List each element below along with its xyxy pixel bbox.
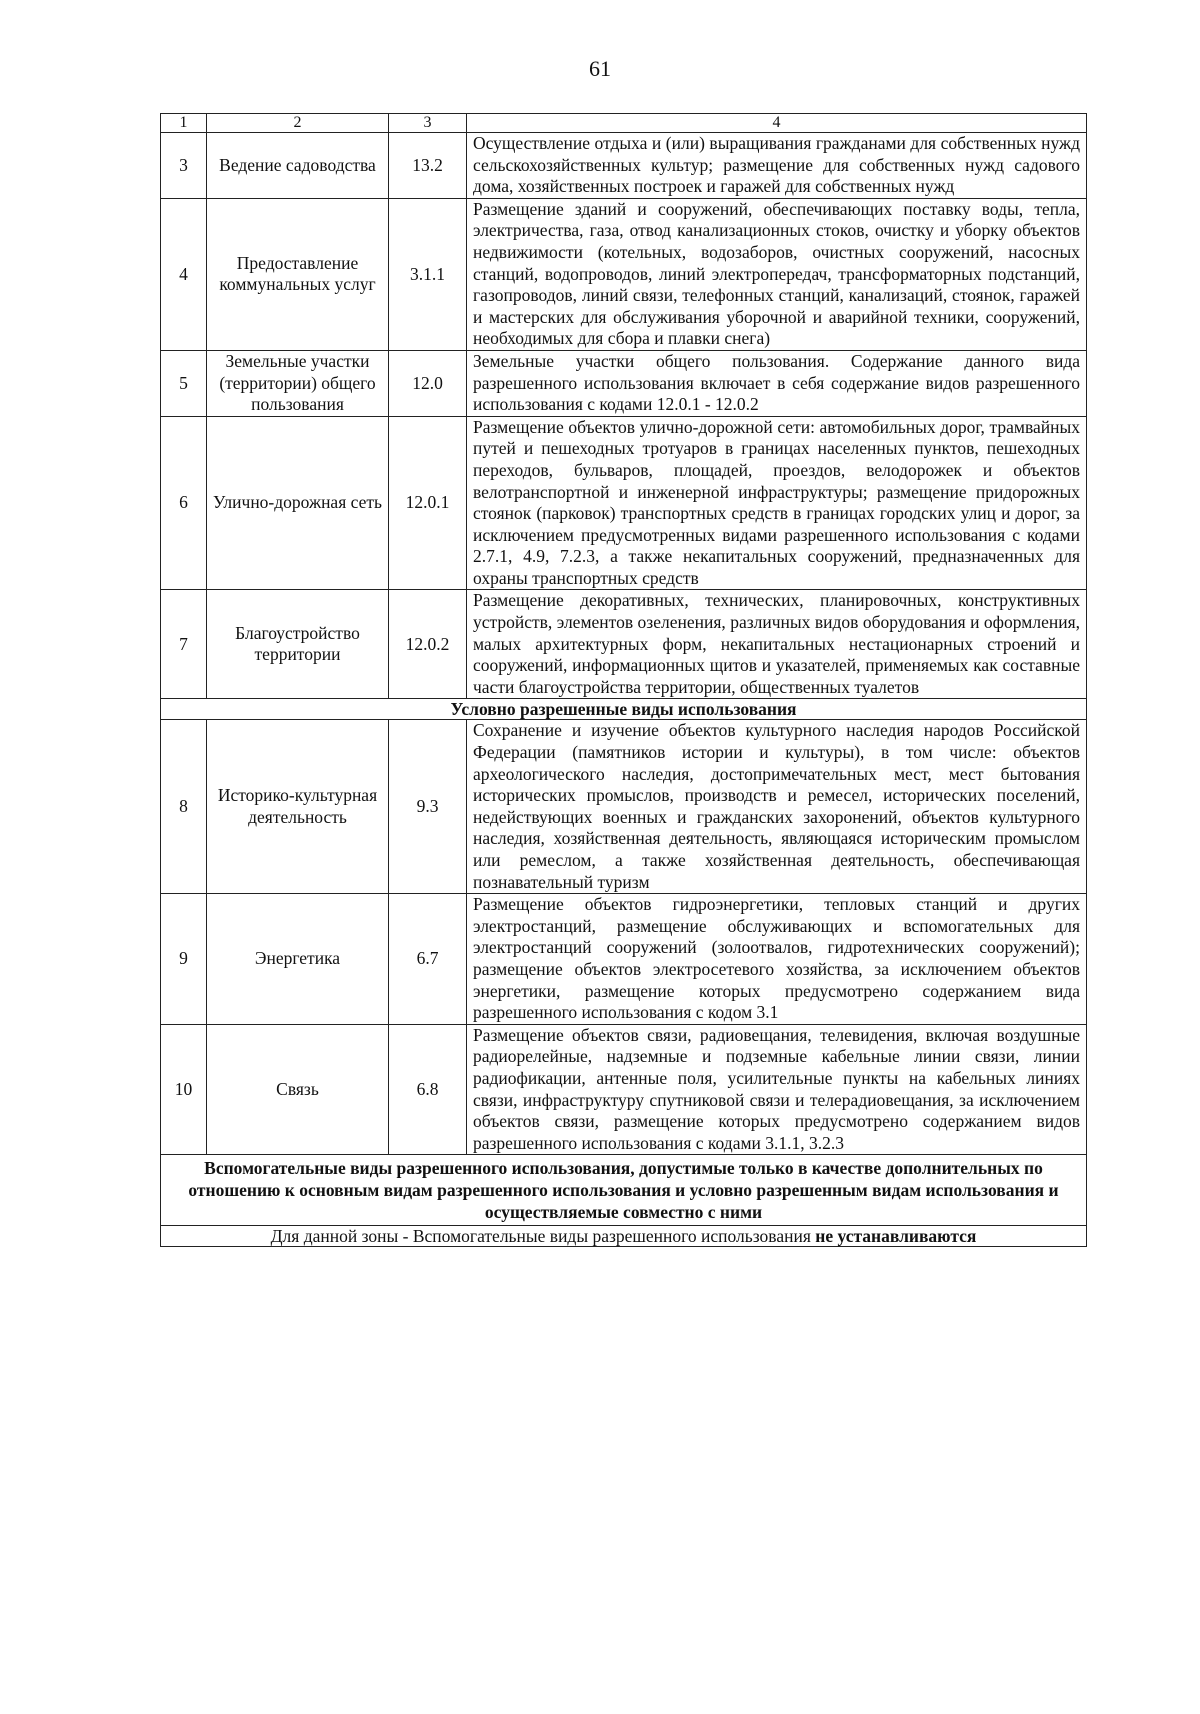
use-type-code: 9.3 [389, 720, 467, 894]
use-type-name: Энергетика [207, 894, 389, 1025]
use-type-description: Осуществление отдыха и (или) выращивания гражданами для собственных нужд сельскохозяйственных культур; размещение для собственных нужд садового дома, хозяйственных построек и гаражей для собственных нужд [467, 133, 1087, 199]
table-row [161, 590, 1087, 699]
auxiliary-uses-note-row [161, 1226, 1087, 1247]
use-type-code: 6.8 [389, 1024, 467, 1155]
header-col-2: 2 [207, 114, 389, 133]
use-type-code: 12.0.2 [389, 590, 467, 699]
auxiliary-note-emphasis: не устанавливаются [815, 1226, 977, 1247]
use-type-description: Размещение декоративных, технических, планировочных, конструктивных устройств, элементов озеленения, различных видов оборудования и оформления, малых архитектурных форм, некапитальных нестационарных строений и сооружений, информационных щитов и указателей, применяемых как составные части благоустройства территории, общественных туалетов [467, 590, 1087, 699]
row-number: 8 [161, 720, 207, 894]
use-type-name: Предоставление коммунальных услуг [207, 198, 389, 350]
row-number: 9 [161, 894, 207, 1025]
table-row [161, 350, 1087, 416]
use-type-code: 12.0 [389, 350, 467, 416]
use-type-description: Размещение объектов связи, радиовещания, телевидения, включая воздушные радиорелейные, надземные и подземные кабельные линии связи, линии радиофикации, антенные поля, усилительные пункты на кабельных линиях связи, инфраструктуру спутниковой связи и телерадиовещания, за исключением объектов связи, размещение которых предусмотрено содержанием видов разрешенного использования с кодами 3.1.1, 3.2.3 [467, 1024, 1087, 1155]
row-number: 6 [161, 416, 207, 590]
use-type-name: Благоустройство территории [207, 590, 389, 699]
land-use-table [160, 113, 1087, 1247]
use-type-name: Земельные участки (территории) общего пользования [207, 350, 389, 416]
conditional-uses-heading: Условно разрешенные виды использования [161, 699, 1087, 720]
use-type-code: 3.1.1 [389, 198, 467, 350]
use-type-name: Историко-культурная деятельность [207, 720, 389, 894]
conditional-uses-section-row [161, 699, 1087, 720]
auxiliary-uses-section-row [161, 1155, 1087, 1226]
use-type-name: Связь [207, 1024, 389, 1155]
use-type-name: Улично-дорожная сеть [207, 416, 389, 590]
auxiliary-uses-note [161, 1226, 1087, 1247]
row-number: 10 [161, 1024, 207, 1155]
table-row [161, 416, 1087, 590]
auxiliary-uses-heading: Вспомогательные виды разрешенного использования, допустимые только в качестве дополнительных по отношению к основным видам разрешенного использования и условно разрешенным видам использования и осуществляемые совместно с ними [161, 1155, 1087, 1226]
use-type-description: Земельные участки общего пользования. Содержание данного вида разрешенного использования включает в себя содержание видов разрешенного использования с кодами 12.0.1 - 12.0.2 [467, 350, 1087, 416]
table-header-row [161, 114, 1087, 133]
use-type-code: 6.7 [389, 894, 467, 1025]
table-row [161, 720, 1087, 894]
header-col-3: 3 [389, 114, 467, 133]
auxiliary-note-prefix: Для данной зоны - Вспомогательные виды разрешенного использования [270, 1226, 816, 1247]
use-type-description: Размещение объектов гидроэнергетики, тепловых станций и других электростанций, размещение обслуживающих и вспомогательных для электростанций сооружений (золоотвалов, гидротехнических сооружений); размещение объектов электросетевого хозяйства, за исключением объектов энергетики, размещение которых предусмотрено содержанием вида разрешенного использования с кодом 3.1 [467, 894, 1087, 1025]
row-number: 4 [161, 198, 207, 350]
use-type-description: Размещение объектов улично-дорожной сети: автомобильных дорог, трамвайных путей и пешеходных тротуаров в границах населенных пунктов, пешеходных переходов, бульваров, площадей, проездов, велодорожек и объектов велотранспортной и инженерной инфраструктуры; размещение придорожных стоянок (парковок) транспортных средств в границах городских улиц и дорог, за исключением предусмотренных видами разрешенного использования с кодами 2.7.1, 4.9, 7.2.3, а также некапитальных сооружений, предназначенных для охраны транспортных средств [467, 416, 1087, 590]
row-number: 7 [161, 590, 207, 699]
table-row [161, 133, 1087, 199]
page-number: 61 [589, 56, 611, 81]
use-type-description: Сохранение и изучение объектов культурного наследия народов Российской Федерации (памятников истории и культуры), в том числе: объектов археологического наследия, достопримечательных мест, мест бытования исторических промыслов, производств и ремесел, исторических поселений, недействующих военных и гражданских захоронений, объектов культурного наследия, хозяйственная деятельность, являющаяся историческим промыслом или ремеслом, а также хозяйственная деятельность, обеспечивающая познавательный туризм [467, 720, 1087, 894]
use-type-name: Ведение садоводства [207, 133, 389, 199]
table-row [161, 198, 1087, 350]
table-row [161, 1024, 1087, 1155]
use-type-description: Размещение зданий и сооружений, обеспечивающих поставку воды, тепла, электричества, газа, отвод канализационных стоков, очистку и уборку объектов недвижимости (котельных, водозаборов, очистных сооружений, насосных станций, водопроводов, линий электропередач, трансформаторных подстанций, газопроводов, линий связи, телефонных станций, канализаций, стоянок, гаражей и мастерских для обслуживания уборочной и аварийной техники, сооружений, необходимых для сбора и плавки снега) [467, 198, 1087, 350]
use-type-code: 12.0.1 [389, 416, 467, 590]
table-row [161, 894, 1087, 1025]
row-number: 3 [161, 133, 207, 199]
row-number: 5 [161, 350, 207, 416]
header-col-4: 4 [467, 114, 1087, 133]
use-type-code: 13.2 [389, 133, 467, 199]
header-col-1: 1 [161, 114, 207, 133]
